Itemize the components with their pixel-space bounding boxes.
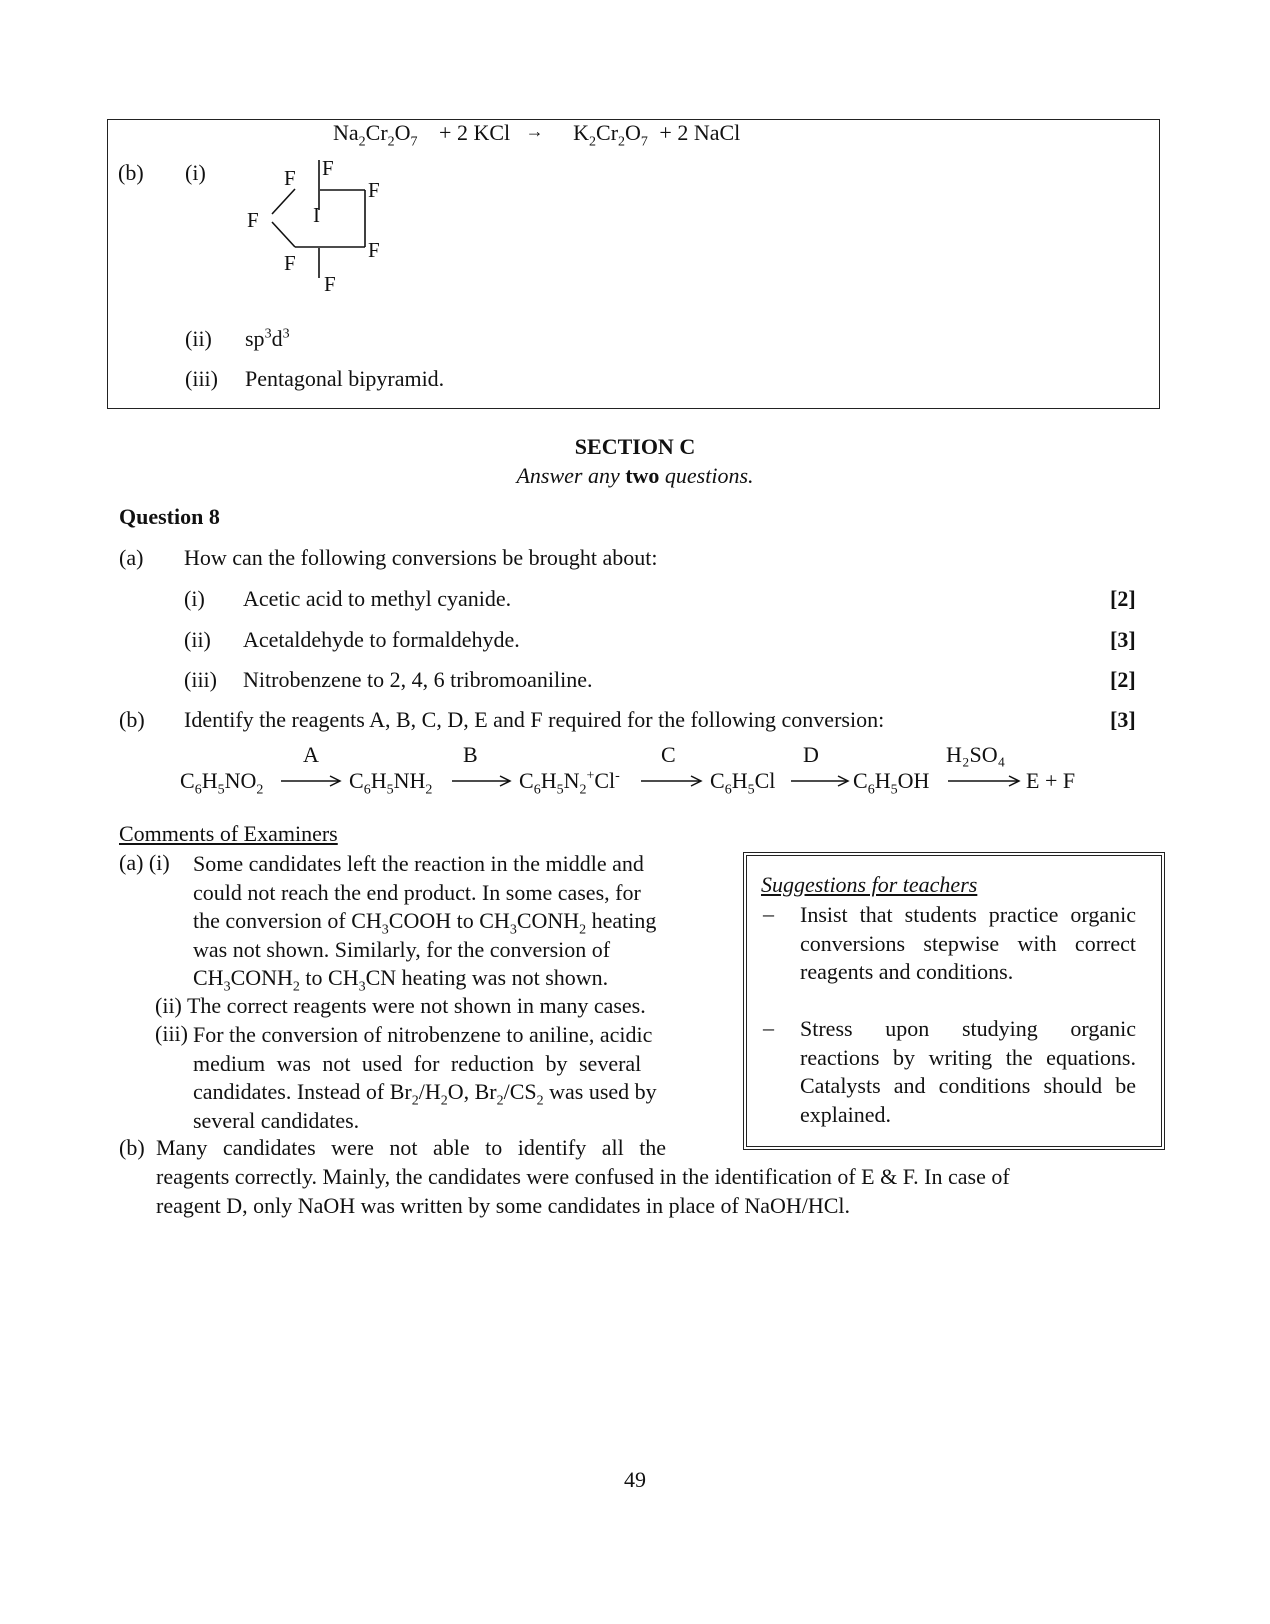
question-b-label: (b) <box>119 707 145 732</box>
atom-f-axial-bottom: F <box>324 272 336 296</box>
reaction-arrows <box>0 770 1270 800</box>
comment-a-ii: (ii) The correct reagents were not shown in many cases. <box>155 993 646 1018</box>
comment-a-iii-line3: candidates. Instead of $Br_2/H_2O$, $Br_2/CS_2$ was used by <box>193 1079 657 1109</box>
atom-f-axial-top: F <box>322 156 334 180</box>
atom-f-upper-left: F <box>284 166 296 190</box>
page-number: 49 <box>624 1467 646 1492</box>
bond-upper-left <box>272 189 295 214</box>
comment-a-i-line3: the conversion of $CH_3COOH$ to $CH_3CONH_2$ heating <box>193 908 657 938</box>
compound-nitrobenzene: $C_6H_5NO_2$ <box>180 768 264 798</box>
shape-answer: Pentagonal bipyramid. <box>245 366 445 391</box>
compound-phenol: $C_6H_5OH$ <box>853 768 930 798</box>
item-iii-text: Nitrobenzene to 2, 4, 6 tribromoaniline. <box>243 667 593 692</box>
reagent-label-c: C <box>661 742 676 767</box>
atom-f-lower-left: F <box>284 251 296 275</box>
item-iii-num: (iii) <box>184 667 217 692</box>
comment-a-iii <box>193 1021 723 1135</box>
item-i-marks: [2] <box>1110 586 1136 611</box>
reagent-label-d: D <box>803 742 819 767</box>
comment-b-line2: reagents correctly. Mainly, the candidates were confused in the identification of E & F. In case of <box>156 1164 1010 1189</box>
comment-b-line3: reagent D, only NaOH was written by some candidates in place of NaOH/HCl. <box>156 1193 851 1218</box>
sub-i-label: (i) <box>185 160 206 185</box>
comments-heading: Comments of Examiners <box>119 821 338 846</box>
question-a-text: How can the following conversions be brought about: <box>184 545 658 570</box>
item-i-num: (i) <box>184 586 205 611</box>
section-title: SECTION C <box>574 434 696 459</box>
question-a-label: (a) <box>119 545 144 570</box>
question-b-text: Identify the reagents A, B, C, D, E and F required for the following conversion: <box>184 707 885 732</box>
comment-b-prefix: (b) <box>119 1135 145 1160</box>
sub-ii-label: (ii) <box>185 326 212 351</box>
item-ii-marks: [3] <box>1110 627 1136 652</box>
compound-chlorobenzene: $C_6H_5Cl$ <box>710 768 776 798</box>
compound-diazonium: $C_6H_5N_2^+Cl^-$ <box>519 768 620 798</box>
comment-a-iii-prefix: (iii) <box>155 1021 188 1046</box>
atom-f-left: F <box>247 208 259 232</box>
comment-a-i-line1: Some candidates left the reaction in the middle and <box>193 851 644 876</box>
comment-a-i-line5: $CH_3CONH_2$ to $CH_3CN$ heating was not shown. <box>193 965 609 995</box>
item-i-text: Acetic acid to methyl cyanide. <box>243 586 512 611</box>
bond-lower-left <box>272 222 295 247</box>
item-ii-text: Acetaldehyde to formaldehyde. <box>243 627 520 652</box>
comment-a-prefix: (a) (i) <box>119 850 170 875</box>
part-b-label: (b) <box>118 160 144 185</box>
compound-aniline: $C_6H_5NH_2$ <box>349 768 433 798</box>
sub-iii-label: (iii) <box>185 366 218 391</box>
atom-i-center: I <box>313 203 320 227</box>
comment-a-i <box>193 850 723 993</box>
comment-a-i-line2: could not reach the end product. In some cases, for <box>193 879 641 905</box>
section-instruction: Answer any two questions. <box>516 463 754 488</box>
comment-a-iii-line4: several candidates. <box>193 1107 360 1133</box>
item-iii-marks: [2] <box>1110 667 1136 692</box>
suggestion-item-2: Stress upon studying organic reactions by writing the equations. Catalysts and conditions should be explained. <box>800 1016 1136 1127</box>
comment-b-line1: Many candidates were not able to identify all the <box>156 1135 667 1160</box>
comment-a-i-line4: was not shown. Similarly, for the conversion of <box>193 936 611 962</box>
reagent-label-h2so4: H₂SO₄ <box>946 742 1006 767</box>
reaction-arrow: → <box>525 121 544 141</box>
reagent-label-a: A <box>303 742 319 767</box>
atom-f-upper-right: F <box>368 178 380 202</box>
dichromate-equation: $Na_2Cr_2O_7 + 2$ KCl → $K_2Cr_2O_7 + 2$ NaCl <box>333 120 741 150</box>
reagent-label-b: B <box>463 742 478 767</box>
question-title: Question 8 <box>119 504 220 529</box>
products-e-f: E + F <box>1026 768 1076 793</box>
hybridization: $sp^3d^3$ <box>245 326 290 351</box>
suggestion-dash-2: – <box>763 1015 774 1040</box>
if7-structure-diagram <box>240 152 400 302</box>
suggestion-dash-1: – <box>763 901 774 926</box>
atom-f-lower-right: F <box>368 238 380 262</box>
comment-a-iii-line2: medium was not used for reduction by several <box>193 1050 642 1076</box>
suggestions-heading: Suggestions for teachers <box>761 872 978 897</box>
suggestion-item-1: Insist that students practice organic conversions stepwise with correct reagents and conditions. <box>800 902 1136 984</box>
question-b-marks: [3] <box>1110 707 1136 732</box>
comment-a-iii-line1: For the conversion of nitrobenzene to aniline, acidic <box>193 1022 653 1047</box>
item-ii-num: (ii) <box>184 627 211 652</box>
